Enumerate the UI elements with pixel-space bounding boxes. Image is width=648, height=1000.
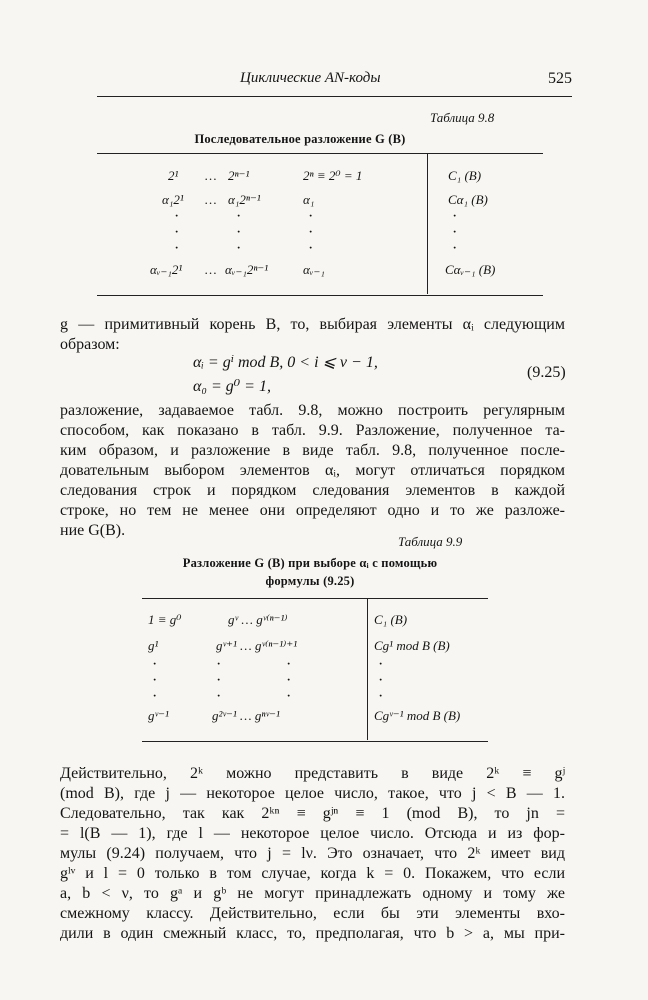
- text-line: способом, как показано в табл. 9.9. Разложение, полученное та-: [60, 422, 565, 439]
- formula-9-25-line-2: α₀ = g⁰ = 1,: [193, 378, 271, 395]
- t1-r2-c5: Cα₁ (B): [448, 192, 488, 207]
- text-line: разложение, задаваемое табл. 9.8, можно построить регулярным: [60, 402, 565, 419]
- t2-r3-c3: Cgᵛ⁻¹ mod B (B): [374, 708, 461, 723]
- t1-r1-c1: 2¹: [168, 168, 179, 183]
- paragraph-2: [60, 401, 565, 541]
- t2-r1-c1: 1 ≡ g⁰: [148, 612, 182, 627]
- t1-r1-c3: 2ⁿ⁻¹: [228, 168, 250, 183]
- text-line: дили в один смежный класс, то, предполагая, что b > a, мы при-: [60, 925, 565, 942]
- header-rule: [97, 96, 572, 97]
- paragraph-1: [60, 315, 565, 355]
- table-9-8-top-rule: [97, 153, 543, 154]
- table-9-9-divider: [367, 599, 368, 740]
- table-9-8-label: Таблица 9.8: [430, 110, 495, 125]
- text-line: g — примитивный корень B, то, выбирая элементы αᵢ следующим: [60, 316, 565, 333]
- text-line: довательным выбором элементов αᵢ, могут отличаться порядком: [60, 462, 565, 479]
- text-line: мулы (9.24) получаем, что j = lν. Это означает, что 2ᵏ имеет вид: [60, 845, 565, 862]
- table-9-8-bottom-rule: [97, 295, 543, 296]
- t2-r1-c3: C₁ (B): [374, 612, 408, 627]
- table-9-9-bottom-rule: [142, 741, 488, 742]
- t2-r3-c2: g²ᵛ⁻¹ … gⁿᵛ⁻¹: [212, 708, 280, 723]
- t1-r1-c4: 2ⁿ ≡ 2⁰ = 1: [303, 168, 363, 183]
- page-number: 525: [548, 70, 572, 87]
- text-line: Следовательно, так как 2ᵏⁿ ≡ gʲⁿ ≡ 1 (mod B), то jn =: [60, 805, 565, 822]
- text-line: следования строк и порядком следования элементов в каждой: [60, 482, 565, 499]
- text-line: образом:: [60, 336, 120, 353]
- text-line: смежному классу. Действительно, если бы эти элементы вхо-: [60, 905, 565, 922]
- t2-r1-c2: gᵛ … gᵛ⁽ⁿ⁻¹⁾: [228, 612, 288, 627]
- table-9-9-caption-line-1: Разложение G (B) при выборе αᵢ с помощью: [182, 556, 438, 570]
- t1-r2-c4: α₁: [303, 192, 315, 207]
- table-9-9-top-rule: [142, 598, 488, 599]
- t1-r2-c1: α₁2¹: [162, 192, 184, 207]
- equation-number: (9.25): [527, 364, 566, 381]
- text-line: строке, но тем не менее они определяют одно и то же разложе-: [60, 502, 565, 519]
- t2-r2-c3: Cg¹ mod B (B): [374, 638, 450, 653]
- paragraph-3: [60, 764, 565, 944]
- table-9-8-caption: Последовательное разложение G (B): [194, 132, 406, 146]
- text-line: (mod B), где j — некоторое целое число, такое, что j < B — 1.: [60, 785, 565, 802]
- text-line: = l(B — 1), где l — некоторое целое число. Отсюда и из фор-: [60, 825, 565, 842]
- t2-r2-c2: gᵛ⁺¹ … gᵛ⁽ⁿ⁻¹⁾⁺¹: [216, 638, 298, 653]
- text-line: a, b < ν, то gᵃ и gᵇ не могут принадлежать одному и тому же: [60, 885, 565, 902]
- t1-r3-c3: αᵥ₋₁2ⁿ⁻¹: [225, 262, 269, 277]
- running-header-title: Циклические AN-коды: [240, 70, 381, 86]
- table-9-8-divider: [427, 154, 428, 294]
- t1-r2-c3: α₁2ⁿ⁻¹: [228, 192, 261, 207]
- t1-r1-c2: …: [205, 168, 217, 183]
- t1-r2-c2: …: [205, 192, 217, 207]
- t1-r3-c1: αᵥ₋₁2¹: [150, 262, 183, 277]
- t1-r3-c4: αᵥ₋₁: [303, 262, 325, 277]
- t1-r3-c5: Cαᵥ₋₁ (B): [445, 262, 496, 277]
- text-line: gˡᵛ и l = 0 только в том случае, когда k = 0. Покажем, что если: [60, 865, 565, 882]
- t1-r3-c2: …: [205, 262, 217, 277]
- formula-9-25-line-1: αᵢ = gⁱ mod B, 0 < i ⩽ ν − 1,: [193, 354, 378, 371]
- table-9-9-caption-line-2: формулы (9.25): [265, 574, 355, 588]
- table-9-9-label: Таблица 9.9: [398, 534, 463, 549]
- text-line: ние G(B).: [60, 522, 126, 539]
- t2-r2-c1: g¹: [148, 638, 159, 653]
- text-line: Действительно, 2ᵏ можно представить в виде 2ᵏ ≡ gʲ: [60, 765, 565, 782]
- t1-r1-c5: C₁ (B): [448, 168, 482, 183]
- t2-r3-c1: gᵛ⁻¹: [148, 708, 169, 723]
- text-line: ким образом, и разложение в виде табл. 9.8, полученное после-: [60, 442, 565, 459]
